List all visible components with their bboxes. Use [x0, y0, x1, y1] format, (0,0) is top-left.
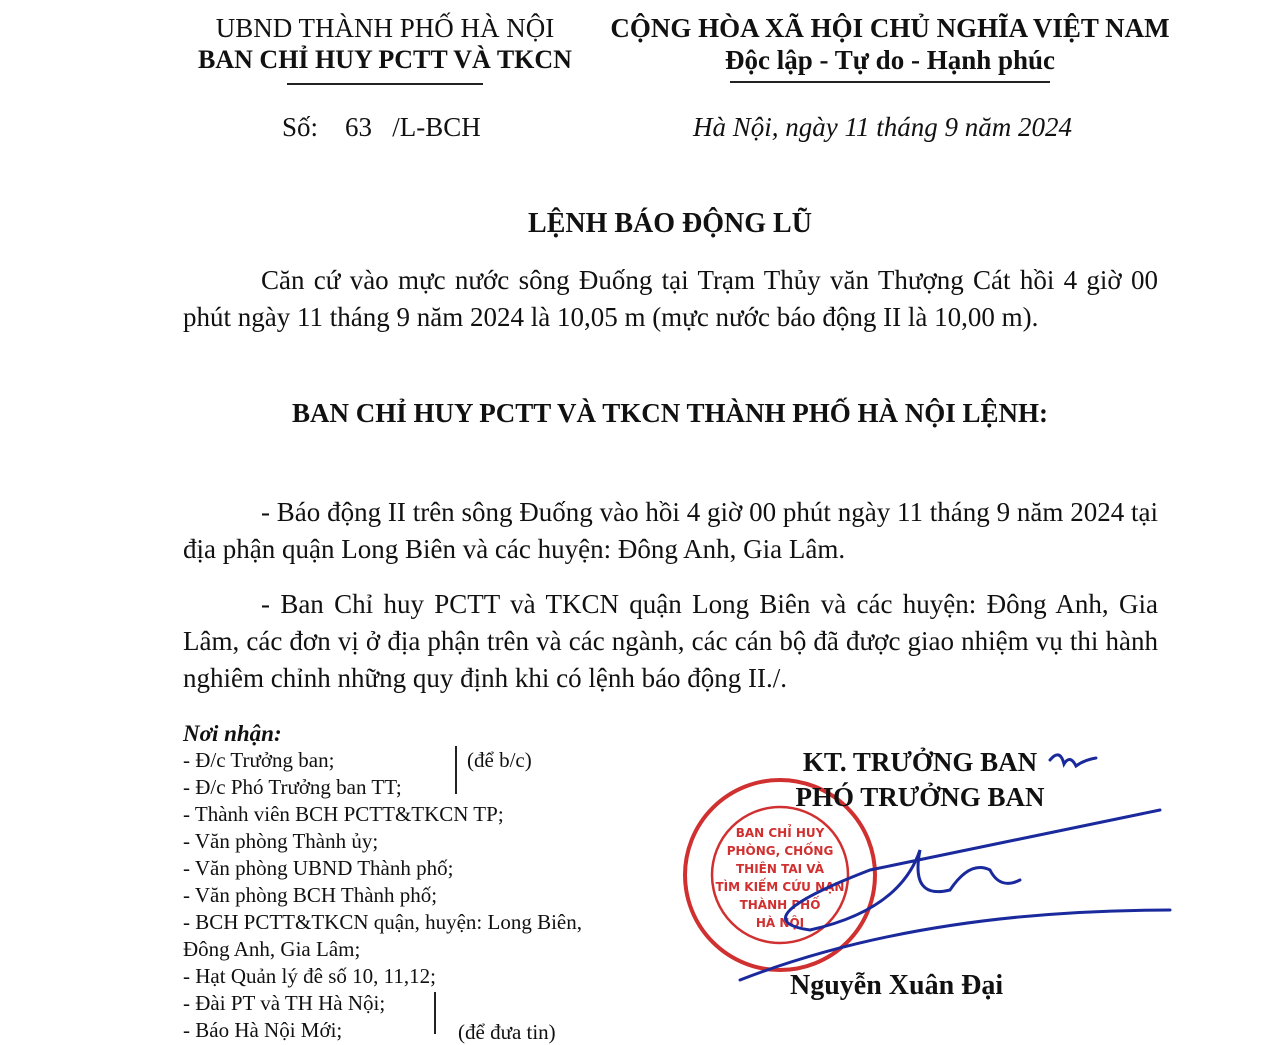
svg-text:THÀNH PHỐ: THÀNH PHỐ — [739, 898, 821, 912]
recipients-heading: Nơi nhận: — [183, 721, 282, 746]
issuer-parent: UBND THÀNH PHỐ HÀ NỘI — [215, 13, 555, 43]
issuer-name: BAN CHỈ HUY PCTT VÀ TKCN — [198, 45, 572, 74]
recipient-item: - Đ/c Phó Trưởng ban TT; — [183, 775, 402, 799]
national-title: CỘNG HÒA XÃ HỘI CHỦ NGHĨA VIỆT NAM — [610, 13, 1170, 43]
issuer-header — [180, 12, 590, 85]
bracket — [434, 992, 436, 1034]
document-number: Số: 63 /L-BCH — [282, 112, 481, 142]
recipient-item: - Đ/c Trưởng ban; — [183, 748, 335, 772]
svg-text:THIÊN TAI VÀ: THIÊN TAI VÀ — [735, 862, 825, 876]
divider — [730, 81, 1050, 83]
svg-text:HÀ NỘI: HÀ NỘI — [755, 916, 805, 930]
national-motto: Độc lập - Tự do - Hạnh phúc — [724, 45, 1056, 75]
note-report: (để b/c) — [467, 748, 532, 772]
recipients-block — [183, 720, 653, 1044]
recipient-item: - Báo Hà Nội Mới; — [183, 1018, 343, 1042]
order-item-1: - Báo động II trên sông Đuống vào hồi 4 giờ 00 phút ngày 11 tháng 9 năm 2024 tại địa phận quận Long Biên và các huyện: Đông Anh, Gia Lâm. — [183, 497, 1158, 564]
sign-title-1: KT. TRƯỞNG BAN — [802, 747, 1038, 777]
signature-icon — [720, 740, 1180, 990]
recipient-item: - Văn phòng BCH Thành phố; — [183, 883, 438, 907]
document-title: LỆNH BÁO ĐỘNG LŨ — [528, 208, 812, 239]
note-news: (để đưa tin) — [458, 1020, 556, 1044]
recipient-item: - Văn phòng Thành ủy; — [183, 829, 379, 853]
recipient-item: - Hạt Quản lý đê số 10, 11,12; — [183, 964, 436, 988]
recipient-item: Đông Anh, Gia Lâm; — [183, 937, 361, 961]
svg-text:BAN CHỈ HUY: BAN CHỈ HUY — [735, 826, 825, 840]
bracket — [455, 746, 457, 794]
national-header — [600, 12, 1180, 83]
order-heading: BAN CHỈ HUY PCTT VÀ TKCN THÀNH PHỐ HÀ NỘI LỆNH: — [291, 398, 1049, 428]
divider — [287, 83, 483, 85]
recipient-item: - Thành viên BCH PCTT&TKCN TP; — [183, 802, 504, 826]
document-date: Hà Nội, ngày 11 tháng 9 năm 2024 — [693, 112, 1072, 142]
signer-name: Nguyễn Xuân Đại — [790, 970, 1004, 1001]
recipient-item: - BCH PCTT&TKCN quận, huyện: Long Biên, — [183, 910, 582, 934]
svg-text:PHÒNG, CHỐNG: PHÒNG, CHỐNG — [726, 844, 834, 858]
svg-text:TÌM KIẾM CỨU NẠN: TÌM KIẾM CỨU NẠN — [715, 880, 845, 894]
sign-title-2: PHÓ TRƯỞNG BAN — [795, 782, 1045, 812]
basis-paragraph: Căn cứ vào mực nước sông Đuống tại Trạm Thủy văn Thượng Cát hồi 4 giờ 00 phút ngày 11 tháng 9 năm 2024 là 10,05 m (mực nước báo động II là 10,00 m). — [183, 265, 1158, 332]
recipient-item: - Văn phòng UBND Thành phố; — [183, 856, 454, 880]
order-item-2: - Ban Chỉ huy PCTT và TKCN quận Long Biên và các huyện: Đông Anh, Gia Lâm, các đơn vị ở địa phận trên và các ngành, các cán bộ đã được giao nhiệm vụ thi hành nghiêm chỉnh những quy định khi có lệnh báo động II./. — [183, 589, 1158, 693]
recipient-item: - Đài PT và TH Hà Nội; — [183, 991, 386, 1015]
